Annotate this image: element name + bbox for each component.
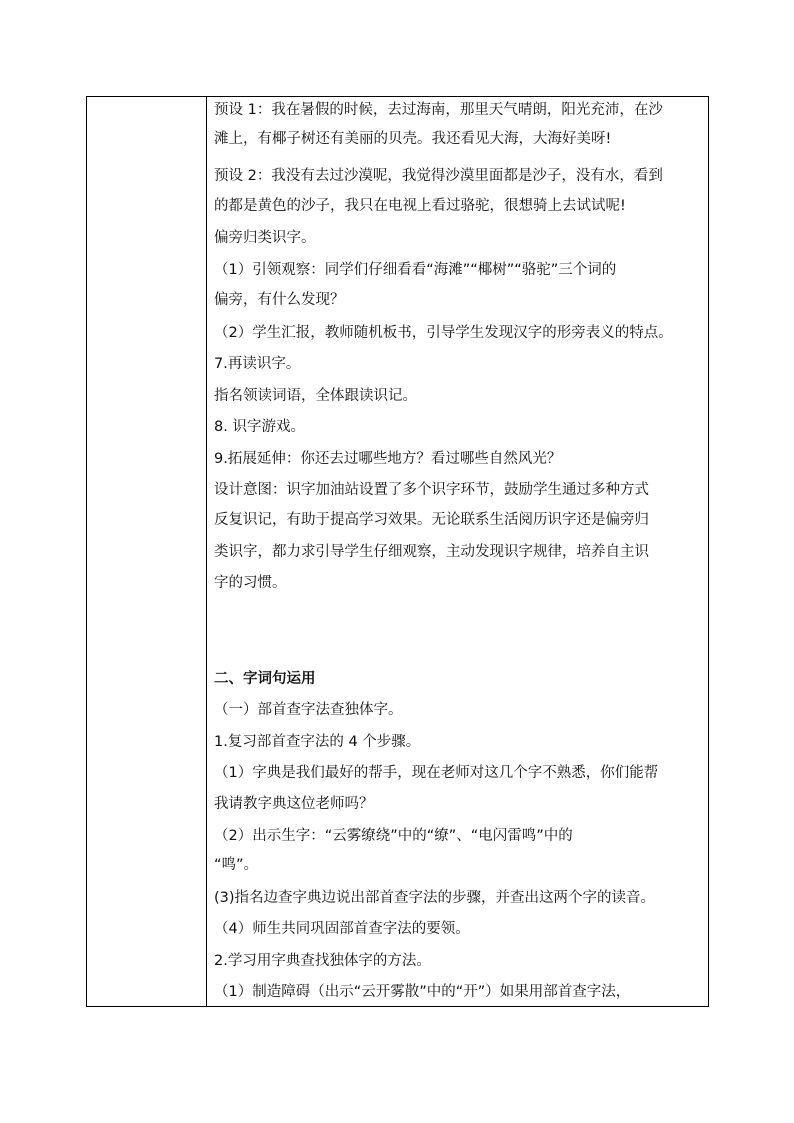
lesson-table xyxy=(86,96,709,1007)
text-line: （1）引领观察：同学们仔细看看“海滩”“椰树”“骆驼”三个词的 xyxy=(214,262,617,278)
text-line: “鸣”。 xyxy=(214,857,259,873)
text-line: 8. 识字游戏。 xyxy=(214,419,305,435)
text-line: 我请教字典这位老师吗？ xyxy=(214,796,374,812)
table-left-cell xyxy=(87,97,207,1006)
text-line: 预设 1：我在暑假的时候，去过海南，那里天气晴朗，阳光充沛，在沙 xyxy=(214,102,663,118)
text-line: 指名领读词语，全体跟读识记。 xyxy=(214,388,417,404)
text-line: 偏旁，有什么发现？ xyxy=(214,292,345,308)
text-line: 2.学习用字典查找独体字的方法。 xyxy=(214,953,431,969)
text-line: 1.复习部首查字法的 4 个步骤。 xyxy=(214,734,421,750)
text-line: （1）字典是我们最好的帮手，现在老师对这几个字不熟悉，你们能帮 xyxy=(214,765,659,781)
text-line: 的都是黄色的沙子，我只在电视上看过骆驼，很想骑上去试试呢! xyxy=(214,198,626,214)
text-line: 滩上，有椰子树还有美丽的贝壳。我还看见大海，大海好美呀! xyxy=(214,131,612,147)
text-line: （一）部首查字法查独体字。 xyxy=(214,702,403,718)
text-line: （2）出示生字：“云雾缭绕”中的“缭”、“电闪雷鸣”中的 xyxy=(214,828,573,844)
text-line: 字的习惯。 xyxy=(214,575,287,591)
text-line: 设计意图：识字加油站设置了多个识字环节，鼓励学生通过多种方式 xyxy=(214,482,649,498)
text-line: 9.拓展延伸：你还去过哪些地方？看过哪些自然风光？ xyxy=(214,451,562,467)
text-line: （2）学生汇报，教师随机板书，引导学生发现汉字的形旁表义的特点。 xyxy=(214,325,673,341)
table-content-cell xyxy=(207,97,708,1006)
text-line: 类识字，都力求引导学生仔细观察，主动发现识字规律，培养自主识 xyxy=(214,544,649,560)
text-line: (3)指名边查字典边说出部首查字法的步骤，并查出这两个字的读音。 xyxy=(214,890,656,906)
section-heading: 二、字词句运用 xyxy=(214,671,316,687)
text-line: （4）师生共同巩固部首查字法的要领。 xyxy=(214,921,470,937)
text-line: 偏旁归类识字。 xyxy=(214,230,316,246)
text-line: 7.再读识字。 xyxy=(214,356,301,372)
text-line: （1）制造障碍（出示“云开雾散”中的“开”）如果用部首查字法， xyxy=(214,984,631,1000)
text-line: 预设 2：我没有去过沙漠呢，我觉得沙漠里面都是沙子，没有水，看到 xyxy=(214,168,663,184)
text-line: 反复识记，有助于提高学习效果。无论联系生活阅历识字还是偏旁归 xyxy=(214,512,649,528)
